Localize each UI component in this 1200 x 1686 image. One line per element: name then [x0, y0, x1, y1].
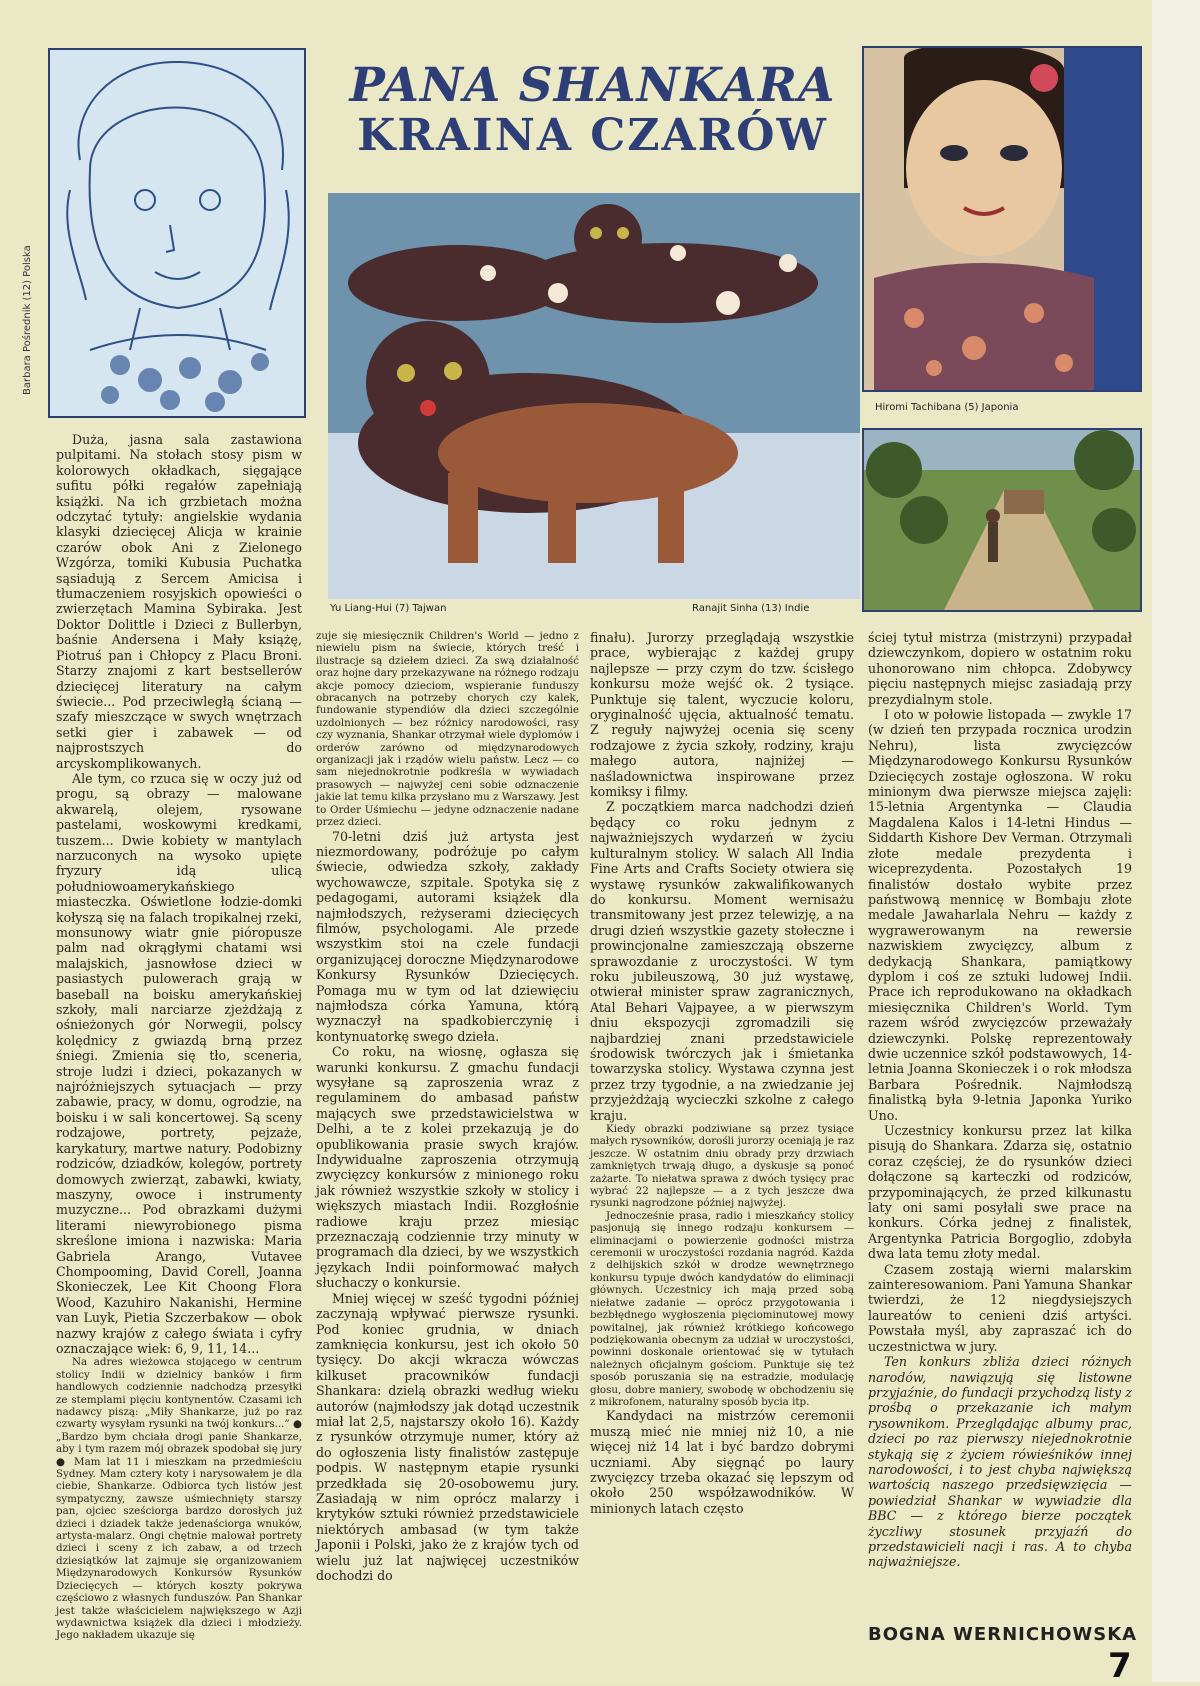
paragraph: zuje się miesięcznik Children's World — jedno z niewielu pism na świecie, których treść i ilustracje są dziełem dzieci. Za swą działalność oraz hojne dary przekazywane na różnego rodzaju akcje pomocy dzieciom, wspieranie funduszy obracanych na potrzeby chorych czy kalek, fundowanie stypendiów dla dzieci szczególnie uzdolnionych — bez różnicy narodowości, rasy czy wyznania, Shankar otrzymał wiele dyplomów i orderów zarówno od międzynarodowych organizacji jak i rządów wielu państw. Lecz — co sam niejednokrotnie podkreśla w wywiadach prasowych — najwyżej ceni sobie odznaczenie jakie lat temu kilka przysłano mu z Warszawy. Jest to Order Uśmiechu — jedyne odznaczenie nadane przez dzieci.	[316, 630, 579, 829]
paragraph: Na adres wieżowca stojącego w centrum stolicy Indii w dzielnicy banków i firm handlowych codziennie nadchodzą przesyłki ze stemplami pięciu kontynentów. Czasami ich nadawcy piszą: „Miły Shankarze, już po raz czwarty wysyłam rysunki na twój konkurs...” ● „Bardzo bym chciała drogi panie Shankarze, aby i tym razem mój obrazek spodobał się jury ● Mam lat 11 i mieszkam na przedmieściu Sydney. Mam cztery koty i narysowałem je dla ciebie, Shankarze. Odbiorca tych listów jest sympatyczny, zawsze uśmiechnięty starszy pan, ojciec sześciorga bardzo dorosłych już dzieci i dziadek także jedenaściorga wnuków, artysta-malarz. Ongi chętnie malował portrety dzieci i sceny z ich zabaw, a od trzech dziesiątków lat zajmuje się organizowaniem Międzynarodowych Konkursów Rysunków Dziecięcych — których koszty pokrywa częściowo z własnych funduszów. Pan Shankar jest także właścicielem największego w Azji wydawnictwa książek dla dzieci i młodzieży. Jego nakładem ukazuje się	[56, 1356, 302, 1642]
illustration-japanese-girl	[862, 46, 1142, 392]
text-column-2	[316, 630, 579, 1583]
caption-tachibana: Hiromi Tachibana (5) Japonia	[875, 402, 1019, 413]
illustration-cats	[328, 193, 860, 599]
caption-posrednik: Barbara Pośrednik (12) Polska	[22, 245, 33, 395]
paragraph: Czasem zostają wierni malarskim zainteresowaniom. Pani Yamuna Shankar twierdzi, że 12 niegdysiejszych laureatów to cenieni dziś artyści. Powstała myśl, aby zapraszać ich do uczestnictwa w jury.	[868, 1261, 1132, 1354]
paragraph: Kandydaci na mistrzów ceremonii muszą mieć nie mniej niż 10, a nie więcej niż 14 lat i być bardzo dobrymi uczniami. Aby sięgnąć po laury zwycięzcy trzeba okazać się lepszym od około 250 współzawodników. W minionych latach często	[590, 1408, 854, 1516]
illustration-indian-landscape	[862, 428, 1142, 612]
page-edge	[1152, 0, 1200, 1682]
paragraph: Z początkiem marca nadchodzi dzień będący co roku jednym z najważniejszych wydarzeń w życiu kulturalnym stolicy. W salach All India Fine Arts and Crafts Society otwiera się wystawę rysunków zakwalifikowanych do konkursu. Moment wernisażu transmitowany jest przez telewizję, a na drugi dzień wszystkie gazety stołeczne i prowincjonalne zamieszczają obszerne sprawozdanie z uroczystości. W tym roku jubileuszową, 30 już wystawę, otwierał minister spraw zagranicznych, Atal Behari Vajpayee, a w pierwszym dniu ekspozycji zgromadzili się najbardziej znani przedstawiciele środowisk twórczych jak i śmietanka towarzyska stolicy. Wystawa czynna jest przez trzy tygodnie, a na zwiedzanie jej przyjeżdżają wycieczki szkolne z całego kraju.	[590, 799, 854, 1123]
caption-yu: Yu Liang-Hui (7) Tajwan	[330, 603, 447, 614]
text-column-1	[56, 432, 302, 1642]
paragraph: Co roku, na wiosnę, ogłasza się warunki konkursu. Z gmachu fundacji wysyłane są zaproszenia wraz z regulaminem do ambasad państw mających swe przedstawicielstwa w Delhi, a te z kolei przekazują je do opublikowania prasie swych krajów. Indywidualne zaproszenia otrzymują zwycięzcy konkursów z minionego roku jak również wszystkie szkoły w stolicy i większych miastach Indii. Rozgłośnie radiowe kraju przez miesiąc przeznaczają codziennie trzy minuty w programach dla dzieci, by we wszystkich językach Indii poinformować małych słuchaczy o konkursie.	[316, 1044, 579, 1291]
illustration-girl-portrait	[48, 48, 306, 418]
author-byline: BOGNA WERNICHOWSKA	[868, 1624, 1138, 1645]
paragraph: Ale tym, co rzuca się w oczy już od progu, są obrazy — malowane akwarelą, olejem, rysowane pastelami, woskowymi kredkami, tuszem... Dwie kobiety w mantylach narzuconych na wysoko upięte fryzury idą ulicą południowoamerykańskiego miasteczka. Oświetlone łodzie-domki kołyszą się na falach tropikalnej rzeki, monsunowy wiatr gnie pióropusze palm nad okrągłymi chatami wsi malajskich, jasnowłose dzieci w pasiastych pulowerach grają w baseball na boisku amerykańskiej szkoły, mali narciarze zjeżdżają z ośnieżonych gór Norwegii, polscy kolędnicy z gwiazdą brną przez śniegi. Zmienia się tło, sceneria, stroje ludzi i dzieci, pokazanych w najróżniejszych sytuacjach — przy zabawie, pracy, w domu, ogrodzie, na boisku i w sali koncertowej. Są sceny rodzajowe, portrety, pejzaże, karykatury, martwe natury. Podobizny rodziców, dziadków, kolegów, portrety domowych zwierząt, zabawki, kwiaty, maszyny, owoce i instrumenty muzyczne... Pod obrazkami dużymi literami niewyrobionego pisma skreślone imiona i nazwiska: Maria Gabriela Arango, Vutavee Chompooming, David Corell, Joanna Skonieczek, Lee Kit Choong Flora Wood, Kazuhiro Nakanishi, Hermine van Luyk, Pietia Szczerbakow — obok nazwy krajów z całego świata i cyfry oznaczające wiek: 6, 9, 11, 14...	[56, 770, 302, 1356]
paragraph: I oto w połowie listopada — zwykle 17 (w dzień ten przypada rocznica urodzin Nehru), lista zwycięzców Międzynarodowego Konkursu Rysunków Dziecięcych zostaje ogłoszona. W roku minionym dwa pierwsze miejsca zajęli: 15-letnia Argentynka — Claudia Magdalena Kalos i 14-letni Hindus — Siddarth Kishore Dev Verman. Otrzymali złote medale prezydenta i wiceprezydenta. Pozostałych 19 finalistów dostało wybite przez państwową mennicę w Bombaju złote medale Jawaharlala Nehru — każdy z wygrawerowanym na rewersie nazwiskiem zwycięzcy, album z dedykacją Shankara, pamiątkowy dyplom i coś ze sztuki ludowej Indii. Prace ich reprodukowano na okładkach miesięcznika Children's World. Tym razem wśród zwycięzców przeważały dziewczynki. Polskę reprezentowały dwie uczennice szkół podstawowych, 14-letnia Joanna Skonieczek i o rok młodsza Barbara Pośrednik. Najmłodszą finalistką była 9-letnia Japonka Yuriko Uno.	[868, 707, 1132, 1123]
paragraph: finału). Jurorzy przeglądają wszystkie prace, wybierając z każdej grupy najlepsze — przy czym do tzw. ścisłego konkursu może wejść ok. 2 tysiące. Punktuje się talent, wyczucie koloru, oryginalność ujęcia, aktualność tematu. Z reguły najwyżej ocenia się sceny rodzajowe z życia szkoły, rodziny, kraju małego autora, najniżej — naśladownictwa inspirowane przez komiksy i filmy.	[590, 630, 854, 800]
headline-line-2: KRAINA CZARÓW	[357, 110, 828, 161]
page-number: 7	[1108, 1646, 1132, 1686]
text-column-4	[868, 630, 1132, 1570]
paragraph: ściej tytuł mistrza (mistrzyni) przypadał dziewczynkom, dopiero w ostatnim roku uhonorowano nim chłopca. Zdobywcy pięciu następnych miejsc zasiadają przy prezydialnym stole.	[868, 630, 1132, 707]
paragraph: Kiedy obrazki podziwiane są przez tysiące małych rysowników, dorośli jurorzy oceniają je raz jeszcze. W ostatnim dniu obrady przy drzwiach zamkniętych trwają długo, a dyskusje są ponoć zażarte. To niełatwa sprawa z dwóch tysięcy prac wybrać 22 najlepsze — a z tych jeszcze dwa rysunki nagrodzone później najwyżej.	[590, 1123, 854, 1210]
paragraph: 70-letni dziś już artysta jest niezmordowany, podróżuje po całym świecie, odwiedza szkoły, zakłady wychowawcze, szpitale. Spotyka się z pedagogami, autorami książek dla najmłodszych, reżyserami dziecięcych filmów, psychologami. Ale przede wszystkim stoi na czele fundacji organizującej doroczne Międzynarodowe Konkursy Rysunków Dziecięcych. Pomaga mu w tym od lat dziewięciu najmłodsza córka Yamuna, którą wyznaczył na spadkobierczynię i kontynuatorkę swego dzieła.	[316, 828, 579, 1044]
paragraph: Duża, jasna sala zastawiona pulpitami. Na stołach stosy pism w kolorowych okładkach, sięgające sufitu półki regałów zapełniają książki. Na ich grzbietach można odczytać tytuły: angielskie wydania klasyki dziecięcej Alicja w krainie czarów obok Ani z Zielonego Wzgórza, tomiki Kubusia Puchatka sąsiadują z Sercem Amicisa i tłumaczeniem rosyjskich opowieści o zwierzętach Mamina Sybiraka. Jest Doktor Dolittle i Dzieci z Bullerbyn, baśnie Andersena i Mały książę, Piotruś pan i Chłopcy z Placu Broni. Starzy znajomi z kart bestsellerów dziecięcej literatury na całym świecie... Pod przeciwległą ścianą — szafy mieszczące w swych wnętrzach setki gier i zabawek — od najprostszych do arcyskomplikowanych.	[56, 432, 302, 771]
paragraph: Uczestnicy konkursu przez lat kilka pisują do Shankara. Zdarza się, ostatnio coraz częściej, że do rysunków dzieci dołączone są karteczki od rodziców, przypominających, że przed kilkunastu laty oni sami posyłali swe prace na konkurs. Córka jednej z finalistek, Argentynka Patricia Borgoglio, zdobyła dwa lata temu złoty medal.	[868, 1123, 1132, 1262]
paragraph: Jednocześnie prasa, radio i mieszkańcy stolicy pasjonują się innego rodzaju konkursem — eliminacjami o powierzenie godności mistrza ceremonii w uroczystości rozdania nagród. Każda z delhijskich szkół w drodze wewnętrznego konkursu typuje dwóch kandydatów do eliminacji głównych. Uczestnicy ich mają przed sobą niełatwe zadanie — oprócz przygotowania i bezbłędnego wygłoszenia pięciominutowej mowy powitalnej, jak również krótkiego końcowego podziękowania obecnym za udział w uroczystości, powinni doskonale orientować się w tytułach należnych oficjalnym gościom. Punktuje się też sposób poruszania się na estradzie, modulację głosu, dobre maniery, swobodę w obchodzeniu się z mikrofonem, naturalny sposób bycia itp.	[590, 1209, 854, 1408]
paragraph: Mniej więcej w sześć tygodni później zaczynają wpływać pierwsze rysunki. Pod koniec grudnia, w dniach zamknięcia konkursu, jest ich około 50 tysięcy. Do akcji wkracza wówczas kilkuset pracowników fundacji Shankara: dzielą obrazki według wieku autorów (najmłodszy jak dotąd uczestnik miał lat 2,5, najstarszy około 16). Każdy z rysunków otrzymuje numer, który aż do ogłoszenia listy finalistów zastępuje podpis. W następnym etapie rysunki przedkłada się 20-osobowemu jury. Zasiadają w nim oprócz malarzy i krytyków sztuki również przedstawiciele niektórych ambasad (w tym także Japonii i Polski, jako że z krajów tych od wielu już lat najwięcej uczestników dochodzi do	[316, 1290, 579, 1583]
caption-sinha: Ranajit Sinha (13) Indie	[692, 603, 810, 614]
text-column-3	[590, 630, 854, 1516]
paragraph: Ten konkurs zbliża dzieci różnych narodów, nawiązują się listowne przyjaźnie, do fundacji przychodzą listy z prośbą o przekazanie ich małym rysownikom. Przeglądając albumy prac, dzieci po raz pierwszy niejednokrotnie stykają się z życiem rówieśników innej narodowości, i to jest chyba największą wartością naszego przedsięwzięcia — powiedział Shankar w wywiadzie dla BBC — z którego bierze początek życzliwy stosunek przyjaźń do przedstawicieli nacji i ras. A to chyba najważniejsze.	[868, 1354, 1132, 1570]
headline-line-1: PANA SHANKARA	[349, 58, 836, 113]
